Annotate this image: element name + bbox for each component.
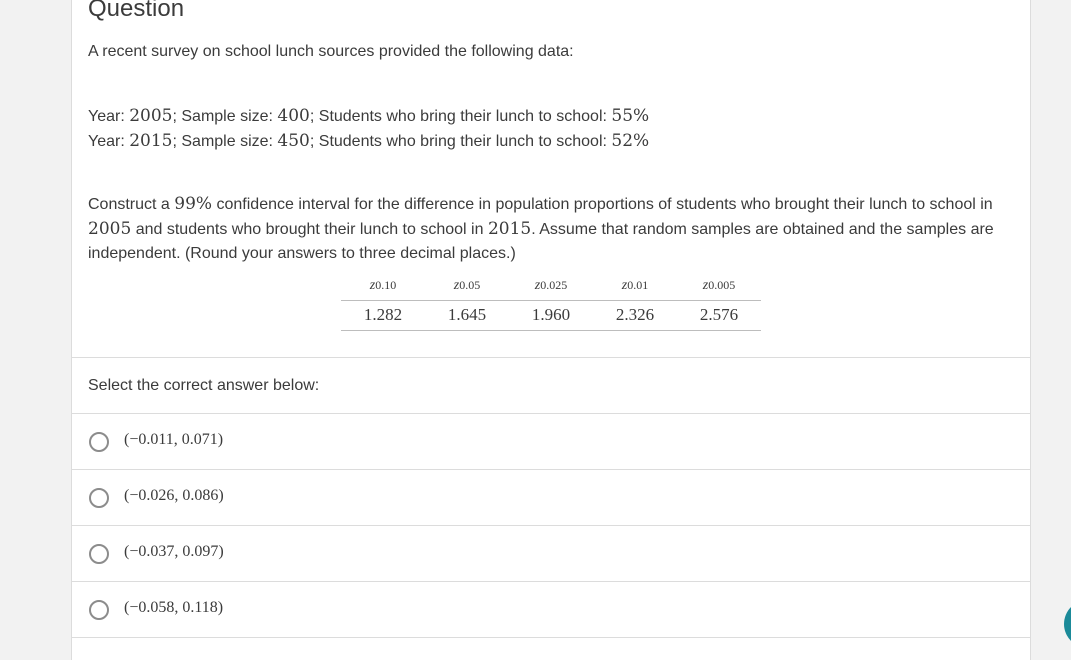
z-value: 1.960 xyxy=(509,301,593,331)
z-value: 2.326 xyxy=(593,301,677,331)
answer-option-label: (−0.037, 0.097) xyxy=(124,543,224,560)
radio-button[interactable] xyxy=(89,432,109,452)
option-divider xyxy=(72,637,1030,638)
survey-data xyxy=(88,104,649,154)
question-title: Question xyxy=(88,0,185,22)
survey-line-2005: Year: 2005; Sample size: 400; Students who bring their lunch to school: 55% xyxy=(88,106,650,126)
answer-option-label: (−0.011, 0.071) xyxy=(124,431,224,448)
z-header: z0.025 xyxy=(509,276,593,301)
answer-option-2[interactable] xyxy=(72,470,1030,525)
survey-line-2015: Year: 2015; Sample size: 450; Students who bring their lunch to school: 52% xyxy=(88,131,650,151)
answer-option-3[interactable] xyxy=(72,526,1030,581)
help-chat-icon[interactable] xyxy=(1064,600,1071,648)
answer-option-label: (−0.058, 0.118) xyxy=(124,599,224,616)
answer-option-4[interactable] xyxy=(72,582,1030,637)
question-instruction: Construct a 99% confidence interval for the difference in population proportions of students who brought their lunch to school in 2005 and students who brought their lunch to school in 2015. Assume that random samples are obtained and the samples are independent. (Round your answers to three decimal places.) xyxy=(88,194,994,262)
radio-button[interactable] xyxy=(89,488,109,508)
z-header: z0.005 xyxy=(677,276,761,301)
z-header: z0.05 xyxy=(425,276,509,301)
answer-prompt: Select the correct answer below: xyxy=(88,377,320,394)
answer-option-label: (−0.026, 0.086) xyxy=(124,487,224,504)
question-card xyxy=(71,0,1031,660)
z-value: 1.645 xyxy=(425,301,509,331)
z-header: z0.10 xyxy=(341,276,425,301)
radio-button[interactable] xyxy=(89,600,109,620)
question-intro: A recent survey on school lunch sources provided the following data: xyxy=(88,43,574,60)
z-value-table xyxy=(341,276,761,331)
z-value: 2.576 xyxy=(677,301,761,331)
z-header: z0.01 xyxy=(593,276,677,301)
answer-option-1[interactable] xyxy=(72,414,1030,469)
z-value: 1.282 xyxy=(341,301,425,331)
section-divider xyxy=(72,357,1030,358)
radio-button[interactable] xyxy=(89,544,109,564)
